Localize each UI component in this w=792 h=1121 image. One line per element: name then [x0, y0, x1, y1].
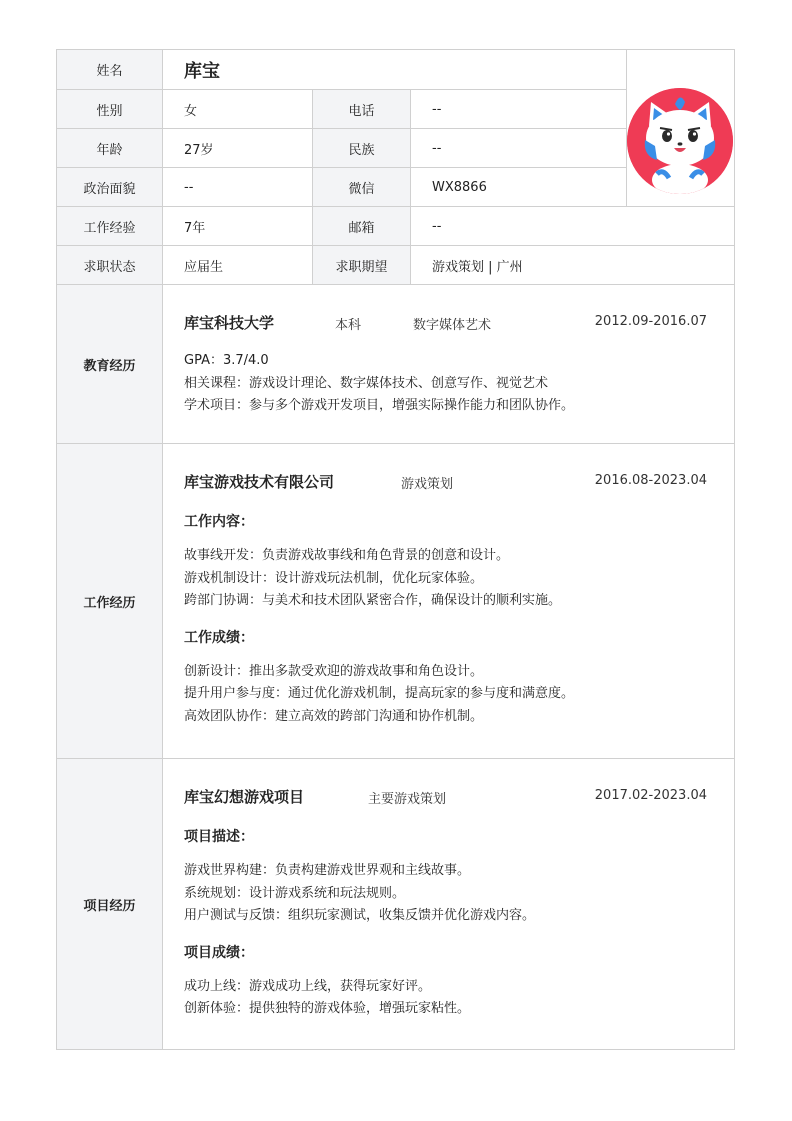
expectation-label: 求职期望	[313, 246, 411, 285]
work-result-line: 高效团队协作：建立高效的跨部门沟通和协作机制。	[184, 708, 484, 724]
wechat-label: 微信	[313, 168, 411, 207]
cat-mascot-avatar-icon	[627, 88, 733, 194]
age-label: 年龄	[57, 129, 163, 168]
work-role: 游戏策划	[401, 477, 454, 492]
project-period: 2017.02-2023.04	[594, 788, 707, 803]
education-label: 教育经历	[57, 285, 163, 444]
gender-label: 性别	[57, 90, 163, 129]
education-period: 2012.09-2016.07	[594, 314, 707, 329]
project-result-line: 创新体验：提供独特的游戏体验，增强玩家粘性。	[184, 1001, 471, 1016]
project-label: 项目经历	[57, 759, 163, 1049]
project-desc-line: 系统规划：设计游戏系统和玩法规则。	[184, 885, 406, 901]
project-desc-title: 项目描述：	[184, 829, 254, 845]
project-desc-line: 游戏世界构建：负责构建游戏世界观和主线故事。	[184, 863, 471, 878]
education-line: GPA：3.7/4.0	[184, 353, 269, 368]
politics-value: --	[163, 168, 313, 207]
company-name: 库宝游戏技术有限公司	[184, 473, 335, 491]
work-result-line: 创新设计：推出多款受欢迎的游戏故事和角色设计。	[184, 663, 484, 679]
name-value: 库宝	[163, 50, 627, 90]
project-role: 主要游戏策划	[368, 792, 447, 807]
work-content-title: 工作内容：	[184, 514, 254, 530]
gender-value: 女	[163, 90, 313, 129]
project-content	[184, 786, 707, 1021]
project-desc-line: 用户测试与反馈：组织玩家测试，收集反馈并优化游戏内容。	[184, 908, 536, 923]
resume-sheet	[56, 49, 735, 1050]
experience-label: 工作经验	[57, 207, 163, 246]
school-name: 库宝科技大学	[184, 314, 275, 332]
degree: 本科	[335, 318, 362, 333]
work-label: 工作经历	[57, 444, 163, 759]
expectation-value: 游戏策划 | 广州	[411, 246, 734, 285]
ethnicity-value: --	[411, 129, 627, 168]
email-label: 邮箱	[313, 207, 411, 246]
education-line: 学术项目：参与多个游戏开发项目，增强实际操作能力和团队协作。	[184, 398, 575, 413]
experience-value: 7年	[163, 207, 313, 246]
ethnicity-label: 民族	[313, 129, 411, 168]
work-result-title: 工作成绩：	[184, 629, 254, 646]
work-content-line: 故事线开发：负责游戏故事线和角色背景的创意和设计。	[184, 548, 510, 563]
work-period: 2016.08-2023.04	[594, 473, 707, 488]
wechat-value: WX8866	[411, 168, 627, 207]
name-label: 姓名	[57, 50, 163, 90]
politics-label: 政治面貌	[57, 168, 163, 207]
major: 数字媒体艺术	[413, 318, 492, 333]
status-value: 应届生	[163, 246, 313, 285]
email-value: --	[411, 207, 734, 246]
phone-value: --	[411, 90, 627, 129]
age-value: 27岁	[163, 129, 313, 168]
phone-label: 电话	[313, 90, 411, 129]
project-name: 库宝幻想游戏项目	[184, 788, 305, 806]
work-result-line: 提升用户参与度：通过优化游戏机制，提高玩家的参与度和满意度。	[184, 686, 575, 701]
status-label: 求职状态	[57, 246, 163, 285]
work-content	[184, 471, 707, 728]
work-content-line: 游戏机制设计：设计游戏玩法机制，优化玩家体验。	[184, 570, 484, 586]
education-content	[184, 312, 707, 418]
project-result-title: 项目成绩：	[184, 944, 254, 961]
avatar-illustration	[627, 88, 733, 194]
project-result-line: 成功上线：游戏成功上线，获得玩家好评。	[184, 978, 432, 994]
education-line: 相关课程：游戏设计理论、数字媒体技术、创意写作、视觉艺术	[184, 375, 549, 391]
work-content-line: 跨部门协调：与美术和技术团队紧密合作，确保设计的顺利实施。	[184, 593, 562, 608]
